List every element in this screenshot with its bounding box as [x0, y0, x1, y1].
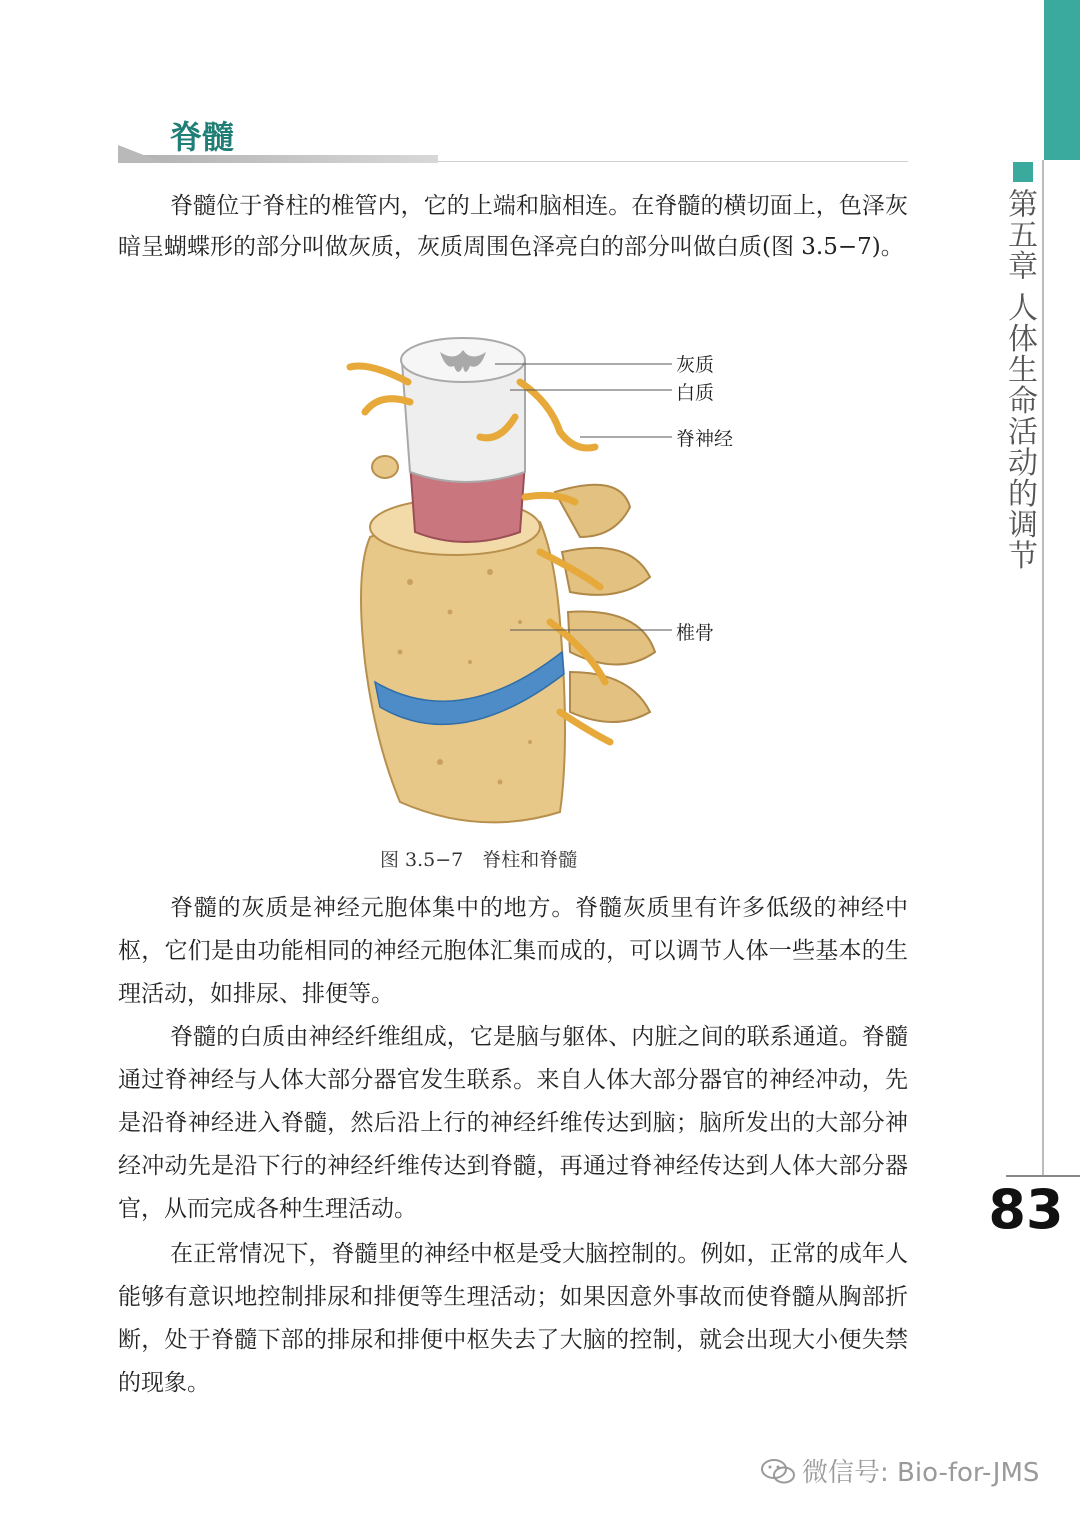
heading-wedge — [118, 145, 164, 163]
figure-caption: 图 3.5−7 脊柱和脊髓 — [380, 849, 578, 871]
page-number-rule — [1006, 1175, 1080, 1177]
chapter-title: 第五章 人体生命活动的调节 — [1002, 188, 1037, 571]
label-white-matter: 白质 — [676, 382, 715, 404]
paragraph-4: 在正常情况下，脊髓里的神经中枢是受大脑控制的。例如，正常的成年人能够有意识地控制排尿和排便等生理活动；如果因意外事故而使脊髓从胸部折断，处于脊髓下部的排尿和排便中枢失去了大脑的控制，就会出现大小便失禁的现象。 — [118, 1241, 908, 1396]
small-process-left — [372, 456, 398, 478]
label-vertebra: 椎骨 — [676, 622, 715, 644]
watermark — [760, 1452, 1039, 1489]
spine-figure — [330, 322, 760, 842]
paragraph-2: 脊髓的灰质是神经元胞体集中的地方。脊髓灰质里有许多低级的神经中枢，它们是由功能相同的神经元胞体汇集而成的，可以调节人体一些基本的生理活动，如排尿、排便等。 — [118, 895, 908, 1007]
heading-band — [118, 155, 438, 163]
vertebra-process-1 — [555, 485, 630, 537]
chapter-edge-tab — [1044, 0, 1080, 160]
vertebra-process-4 — [570, 672, 650, 722]
page-number: 83 — [988, 1178, 1064, 1241]
paragraph-1: 脊髓位于脊柱的椎管内，它的上端和脑相连。在脊髓的横切面上，色泽灰暗呈蝴蝶形的部分叫做灰质，灰质周围色泽亮白的部分叫做白质(图 3.5−7)。 — [118, 193, 908, 260]
wechat-icon — [760, 1457, 796, 1485]
section-title: 脊髓 — [170, 118, 235, 156]
chapter-edge-line — [1042, 160, 1044, 1175]
heading-rule — [438, 161, 908, 162]
vertebra-body — [361, 512, 565, 822]
chapter-marker — [1013, 162, 1033, 182]
paragraph-3: 脊髓的白质由神经纤维组成，它是脑与躯体、内脏之间的联系通道。脊髓通过脊神经与人体大部分器官发生联系。来自人体大部分器官的神经冲动，先是沿脊神经进入脊髓，然后沿上行的神经纤维传达到脑；脑所发出的大部分神经冲动先是沿下行的神经纤维传达到脊髓，再通过脊神经传达到人体大部分器官，从而完成各种生理活动。 — [118, 1024, 908, 1222]
watermark-text: 微信号: Bio-for-JMS — [802, 1458, 1040, 1488]
vertebra-process-3 — [568, 612, 655, 665]
label-gray-matter: 灰质 — [676, 354, 715, 376]
section-heading-bar — [118, 145, 908, 163]
label-spinal-nerve: 脊神经 — [676, 428, 734, 450]
